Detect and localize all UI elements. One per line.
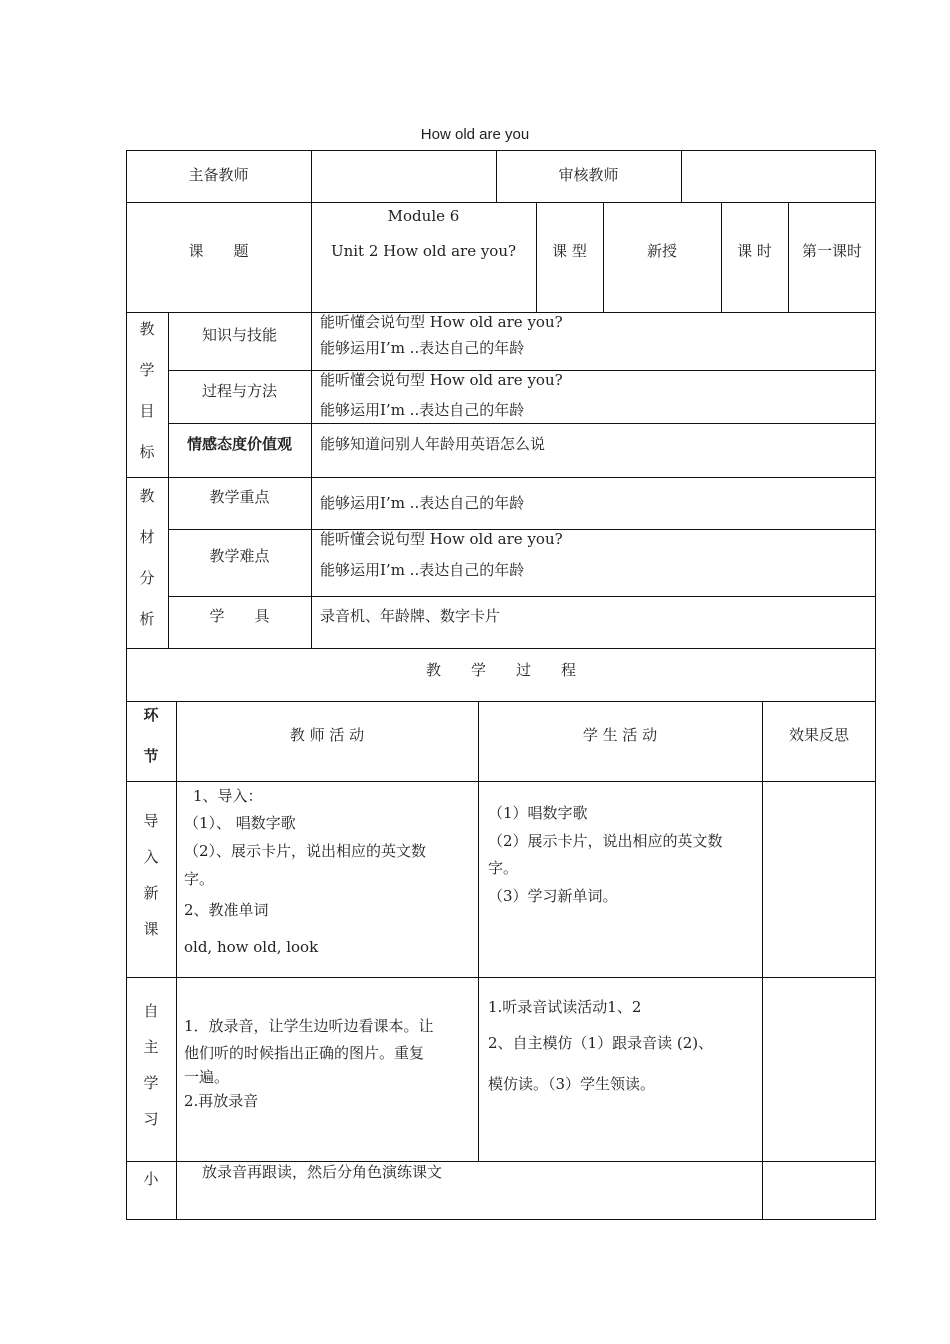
analysis-char-4: 析 <box>139 610 155 628</box>
process-line-1: 能听懂会说句型 How old are you? <box>320 371 563 389</box>
teacher-activity-header: 教 师 活 动 <box>289 726 365 744</box>
tools-line-1: 录音机、年龄牌、数字卡片 <box>320 607 501 625</box>
self-teacher-line-4: 2.再放录音 <box>184 1092 259 1110</box>
knowledge-label: 知识与技能 <box>201 326 277 344</box>
intro-char-1: 导 <box>143 812 159 830</box>
intro-student-line-1: （1）唱数字歌 <box>488 804 588 822</box>
self-student-line-1: 1.听录音试读活动1、2 <box>488 998 642 1016</box>
self-teacher-line-3: 一遍。 <box>184 1068 230 1086</box>
analysis-char-2: 材 <box>139 528 155 546</box>
tools-label: 学 具 <box>209 607 270 625</box>
analysis-char-1: 教 <box>139 487 155 505</box>
self-char-3: 学 <box>143 1074 159 1092</box>
summary-teacher-line-1: 放录音再跟读，然后分角色演练课文 <box>202 1163 443 1181</box>
goals-char-2: 学 <box>139 361 155 379</box>
intro-student-line-3: 字。 <box>488 859 519 877</box>
goals-char-4: 标 <box>139 443 155 461</box>
type-value: 新授 <box>646 242 677 260</box>
intro-teacher-line-5: 2、教准单词 <box>184 901 269 919</box>
type-label: 课 型 <box>552 242 587 260</box>
self-char-4: 习 <box>143 1110 159 1128</box>
document-title: How old are you <box>420 126 530 143</box>
self-student-line-3: 模仿读。（3）学生领读。 <box>488 1075 656 1093</box>
intro-teacher-line-6: old, how old, look <box>184 938 319 956</box>
intro-teacher-line-3: （2）、展示卡片，说出相应的英文数 <box>184 842 427 860</box>
self-teacher-line-2: 他们听的时候指出正确的图片。重复 <box>184 1044 425 1062</box>
intro-teacher-line-2: （1）、 唱数字歌 <box>184 814 296 832</box>
period-label: 课 时 <box>737 242 772 260</box>
knowledge-line-2: 能够运用I’m ..表达自己的年龄 <box>320 339 525 357</box>
self-char-1: 自 <box>143 1002 159 1020</box>
topic-module: Module 6 <box>387 207 460 225</box>
difficulty-label: 教学难点 <box>209 547 270 565</box>
difficulty-line-2: 能够运用I’m ..表达自己的年龄 <box>320 561 525 579</box>
intro-teacher-line-4: 字。 <box>184 870 215 888</box>
key-line-1: 能够运用I’m ..表达自己的年龄 <box>320 494 525 512</box>
topic-label: 课 题 <box>188 242 249 260</box>
self-teacher-line-1: 1．放录音，让学生边听边看课本。让 <box>184 1017 434 1035</box>
lead-teacher-label: 主备教师 <box>188 166 249 184</box>
stage-header-1: 环 <box>143 706 159 724</box>
emotion-line-1: 能够知道问别人年龄用英语怎么说 <box>320 435 546 453</box>
intro-char-4: 课 <box>143 920 159 938</box>
period-value: 第一课时 <box>801 242 862 260</box>
analysis-char-3: 分 <box>139 569 155 587</box>
process-label: 过程与方法 <box>201 382 277 400</box>
intro-teacher-line-1: 1、导入： <box>193 787 263 805</box>
self-char-2: 主 <box>143 1038 159 1056</box>
process-line-2: 能够运用I’m ..表达自己的年龄 <box>320 401 525 419</box>
lesson-plan-table <box>126 150 876 1220</box>
difficulty-line-1: 能听懂会说句型 How old are you? <box>320 530 563 548</box>
student-activity-header: 学 生 活 动 <box>582 726 658 744</box>
self-student-line-2: 2、自主模仿（1）跟录音读 (2)、 <box>488 1034 714 1052</box>
intro-student-line-2: （2）展示卡片，说出相应的英文数 <box>488 832 723 850</box>
goals-char-3: 目 <box>139 402 155 420</box>
intro-char-3: 新 <box>143 884 159 902</box>
process-title: 教 学 过 程 <box>425 661 576 679</box>
key-label: 教学重点 <box>209 488 270 506</box>
intro-student-line-4: （3）学习新单词。 <box>488 887 618 905</box>
reviewer-label: 审核教师 <box>558 166 619 184</box>
emotion-label: 情感态度价值观 <box>186 435 292 453</box>
goals-char-1: 教 <box>139 320 155 338</box>
topic-unit: Unit 2 How old are you? <box>330 242 517 260</box>
knowledge-line-1: 能听懂会说句型 How old are you? <box>320 313 563 331</box>
summary-char-1: 小 <box>143 1170 159 1188</box>
intro-char-2: 入 <box>143 848 159 866</box>
reflection-header: 效果反思 <box>788 726 849 744</box>
stage-header-2: 节 <box>143 747 159 765</box>
